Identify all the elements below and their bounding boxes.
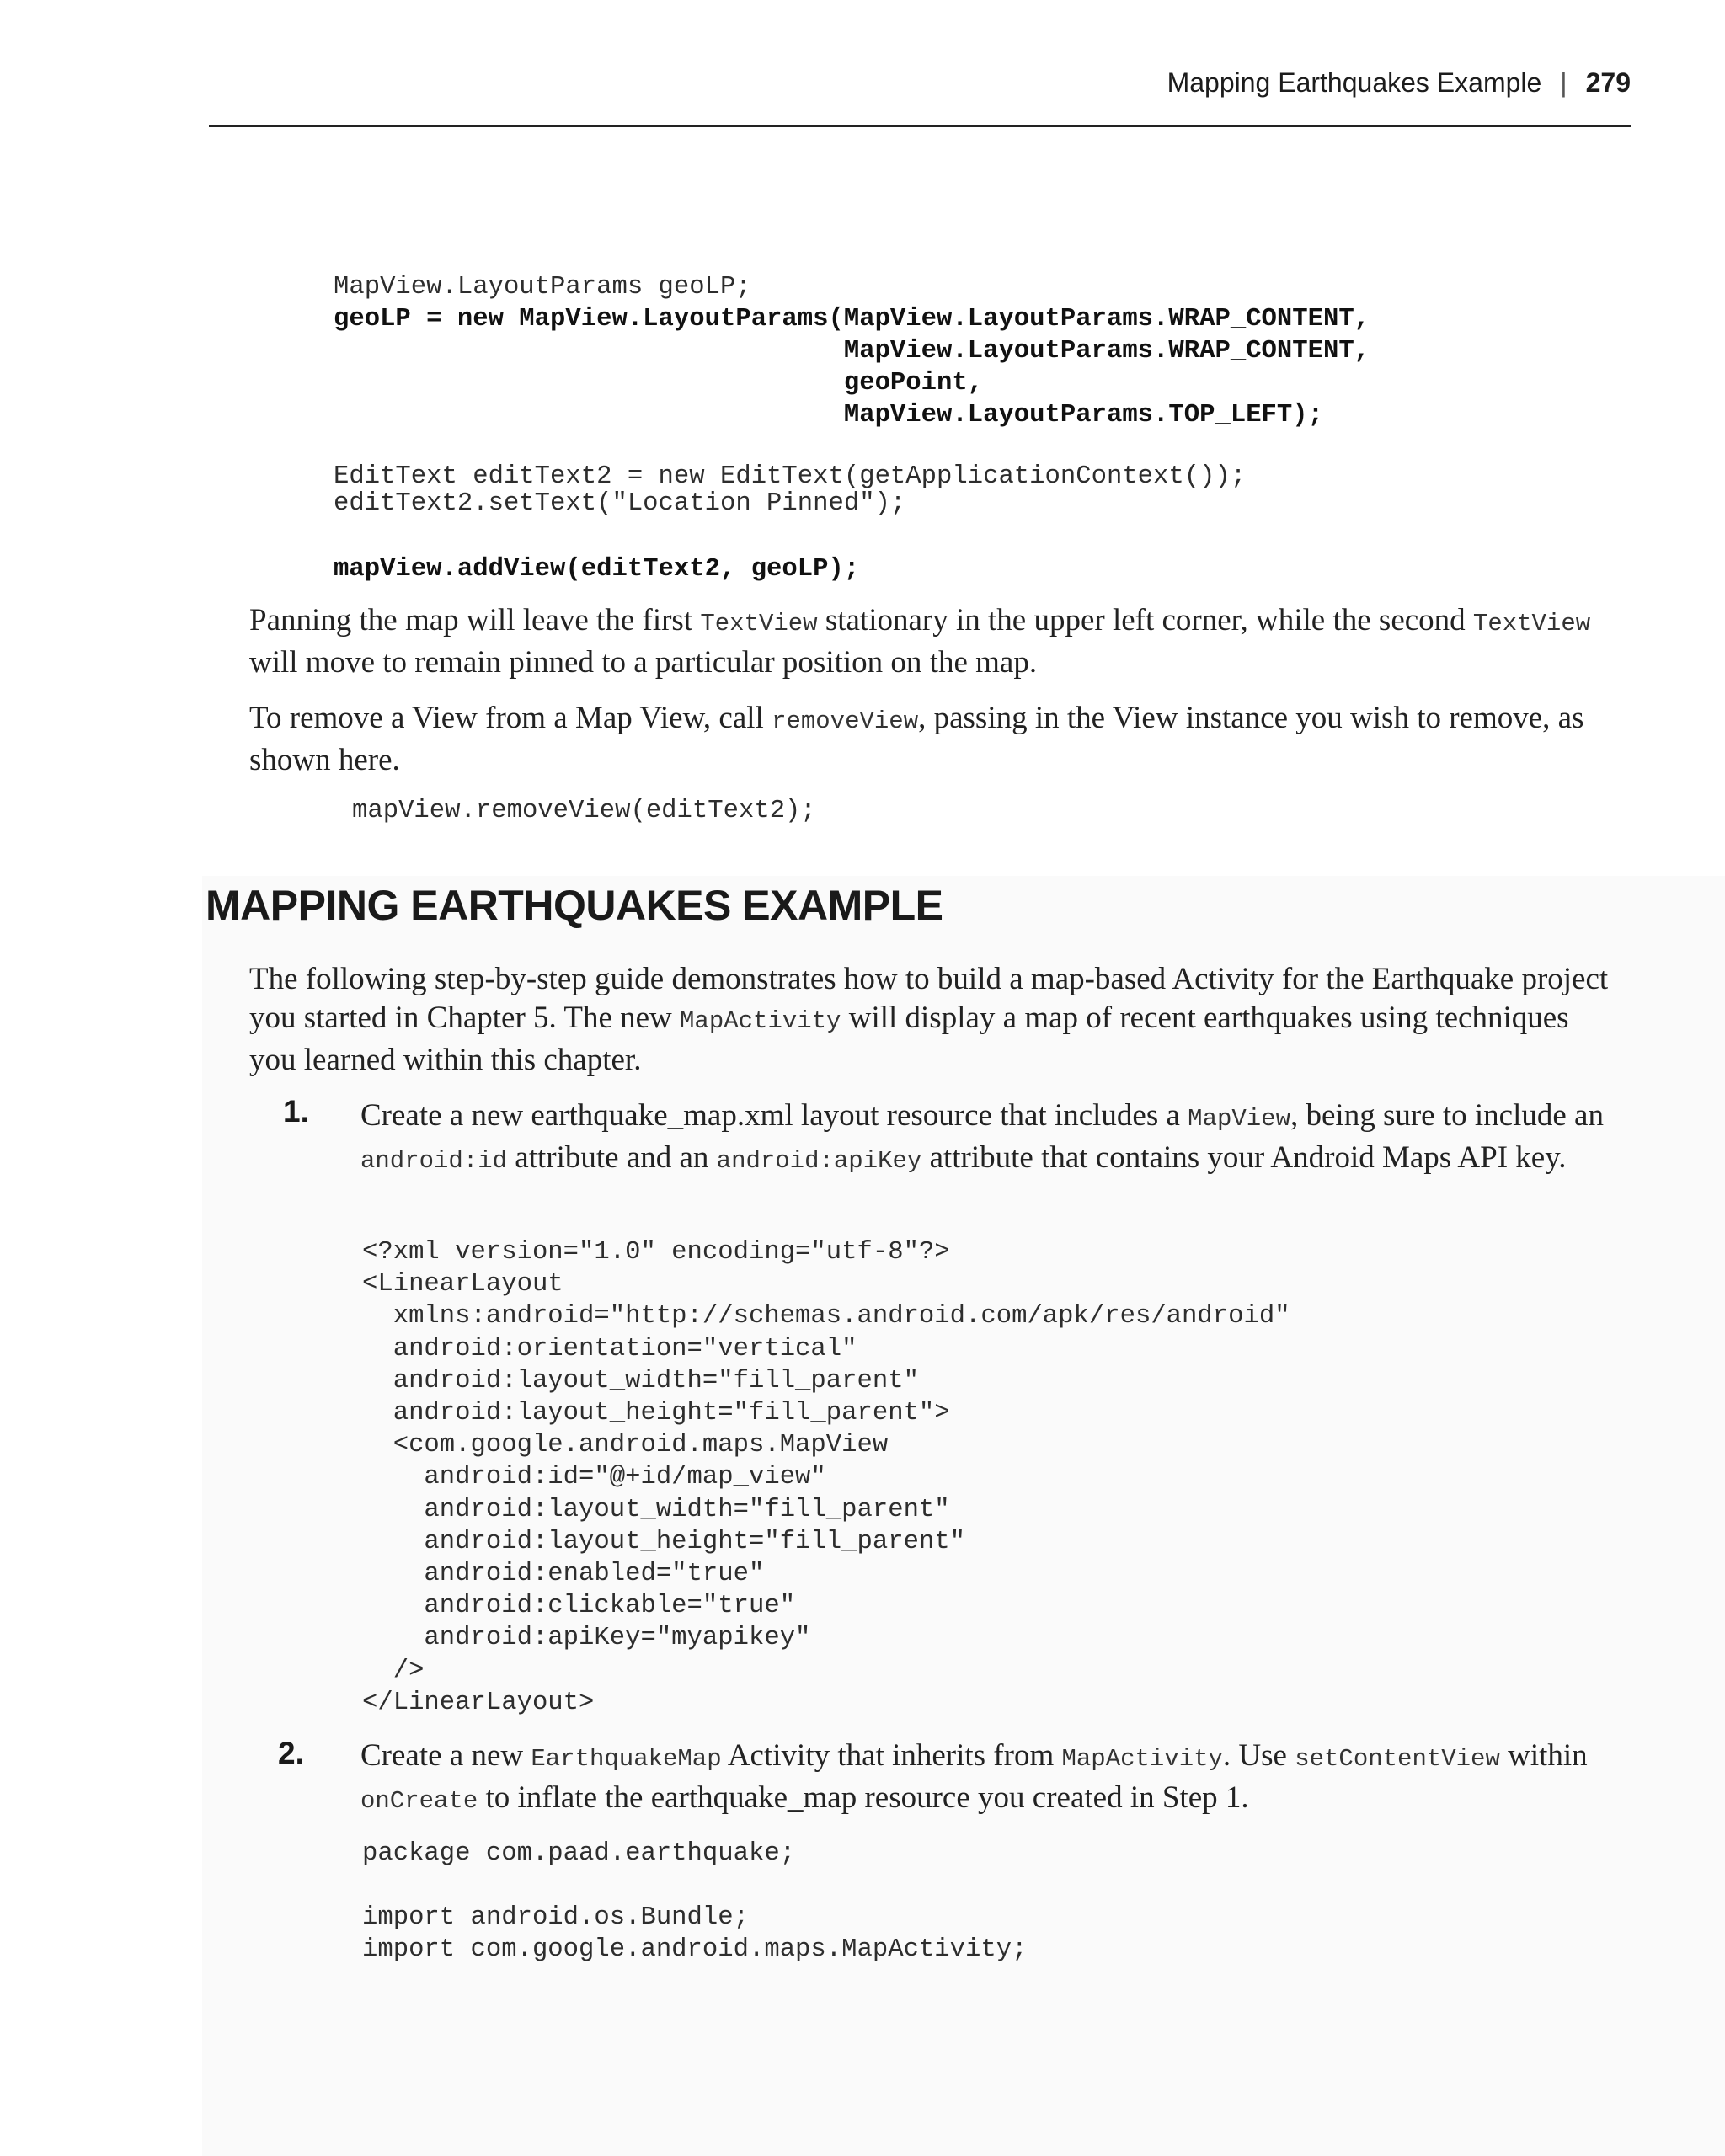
inline-code: TextView — [700, 610, 818, 638]
code-block-layout-xml — [362, 1236, 1290, 1719]
code-block-removeview — [352, 795, 816, 827]
code-line: import android.os.Bundle; — [362, 1903, 749, 1932]
code-line: <com.google.android.maps.MapView — [362, 1431, 889, 1460]
code-line: android:clickable="true" — [362, 1592, 796, 1621]
code-line: <LinearLayout — [362, 1270, 563, 1299]
code-line: android:layout_width="fill_parent" — [362, 1366, 919, 1396]
code-line: geoLP = new MapView.LayoutParams(MapView.LayoutParams.WRAP_CONTENT, — [334, 305, 1370, 334]
inline-code: MapActivity — [1061, 1745, 1223, 1773]
code-line: android:enabled="true" — [362, 1560, 765, 1589]
code-line: mapView.addView(editText2, geoLP); — [334, 555, 860, 584]
inline-code: MapActivity — [680, 1007, 841, 1035]
running-header — [1167, 61, 1631, 104]
code-block-addview — [334, 553, 859, 585]
inline-code: android:apiKey — [716, 1147, 922, 1175]
page-number: 279 — [1585, 67, 1631, 98]
code-block-edittext — [334, 463, 1246, 517]
code-line: android:layout_height="fill_parent"> — [362, 1399, 950, 1428]
code-line: </LinearLayout> — [362, 1688, 595, 1717]
step-2-text: Create a new EarthquakeMap Activity that inherits from MapActivity. Use setContentView within onCreate to inflate the earthquake_map resource you created in Step 1. — [360, 1738, 1588, 1815]
paragraph-remove-view: To remove a View from a Map View, call removeView, passing in the View instance you wish to remove, as shown here. — [249, 701, 1584, 777]
inline-code: setContentView — [1295, 1745, 1500, 1773]
code-line: EditText editText2 = new EditText(getApplicationContext()); — [334, 462, 1247, 491]
code-line: package com.paad.earthquake; — [362, 1839, 796, 1868]
code-line: /> — [362, 1656, 425, 1685]
code-line: xmlns:android="http://schemas.android.com/apk/res/android" — [362, 1302, 1290, 1331]
paragraph-panning: Panning the map will leave the first TextView stationary in the upper left corner, while the second TextView will move to remain pinned to a particular position on the map. — [249, 603, 1591, 680]
code-line: android:id="@+id/map_view" — [362, 1463, 826, 1492]
header-separator: | — [1560, 67, 1567, 98]
section-heading: MAPPING EARTHQUAKES EXAMPLE — [206, 882, 943, 929]
step-number: 2. — [278, 1736, 304, 1770]
running-header-title: Mapping Earthquakes Example — [1167, 67, 1542, 98]
code-line: MapView.LayoutParams.TOP_LEFT); — [334, 401, 1323, 430]
code-line: geoPoint, — [334, 369, 984, 398]
inline-code: onCreate — [360, 1787, 478, 1815]
code-line: mapView.removeView(editText2); — [352, 797, 816, 825]
code-block-imports — [362, 1902, 1027, 1966]
step-1-text: Create a new earthquake_map.xml layout resource that includes a MapView, being sure to include an android:id attribute and an android:apiKey attribute that contains your Android Maps API key. — [360, 1098, 1604, 1175]
code-line: android:layout_height="fill_parent" — [362, 1527, 966, 1556]
inline-code: EarthquakeMap — [531, 1745, 722, 1773]
code-line: MapView.LayoutParams.WRAP_CONTENT, — [334, 337, 1370, 366]
code-line: android:orientation="vertical" — [362, 1334, 857, 1364]
code-line: editText2.setText("Location Pinned"); — [334, 489, 906, 518]
inline-code: android:id — [360, 1147, 508, 1175]
inline-code: TextView — [1472, 610, 1591, 638]
code-block-package — [362, 1838, 795, 1870]
code-line: MapView.LayoutParams geoLP; — [334, 273, 751, 302]
step-number: 1. — [283, 1094, 309, 1129]
inline-code: removeView — [772, 707, 919, 735]
header-rule — [209, 125, 1631, 127]
paragraph-intro: The following step-by-step guide demonstrates how to build a map-based Activity for the Earthquake project you started in Chapter 5. The new MapActivity will display a map of recent earthquakes using techniques you learned within this chapter. — [249, 962, 1609, 1077]
code-block-layout-params — [334, 271, 1370, 431]
code-line: android:apiKey="myapikey" — [362, 1624, 811, 1653]
code-line: <?xml version="1.0" encoding="utf-8"?> — [362, 1238, 950, 1267]
code-line: import com.google.android.maps.MapActivity; — [362, 1935, 1028, 1964]
inline-code: MapView — [1188, 1105, 1290, 1133]
code-line: android:layout_width="fill_parent" — [362, 1495, 950, 1524]
